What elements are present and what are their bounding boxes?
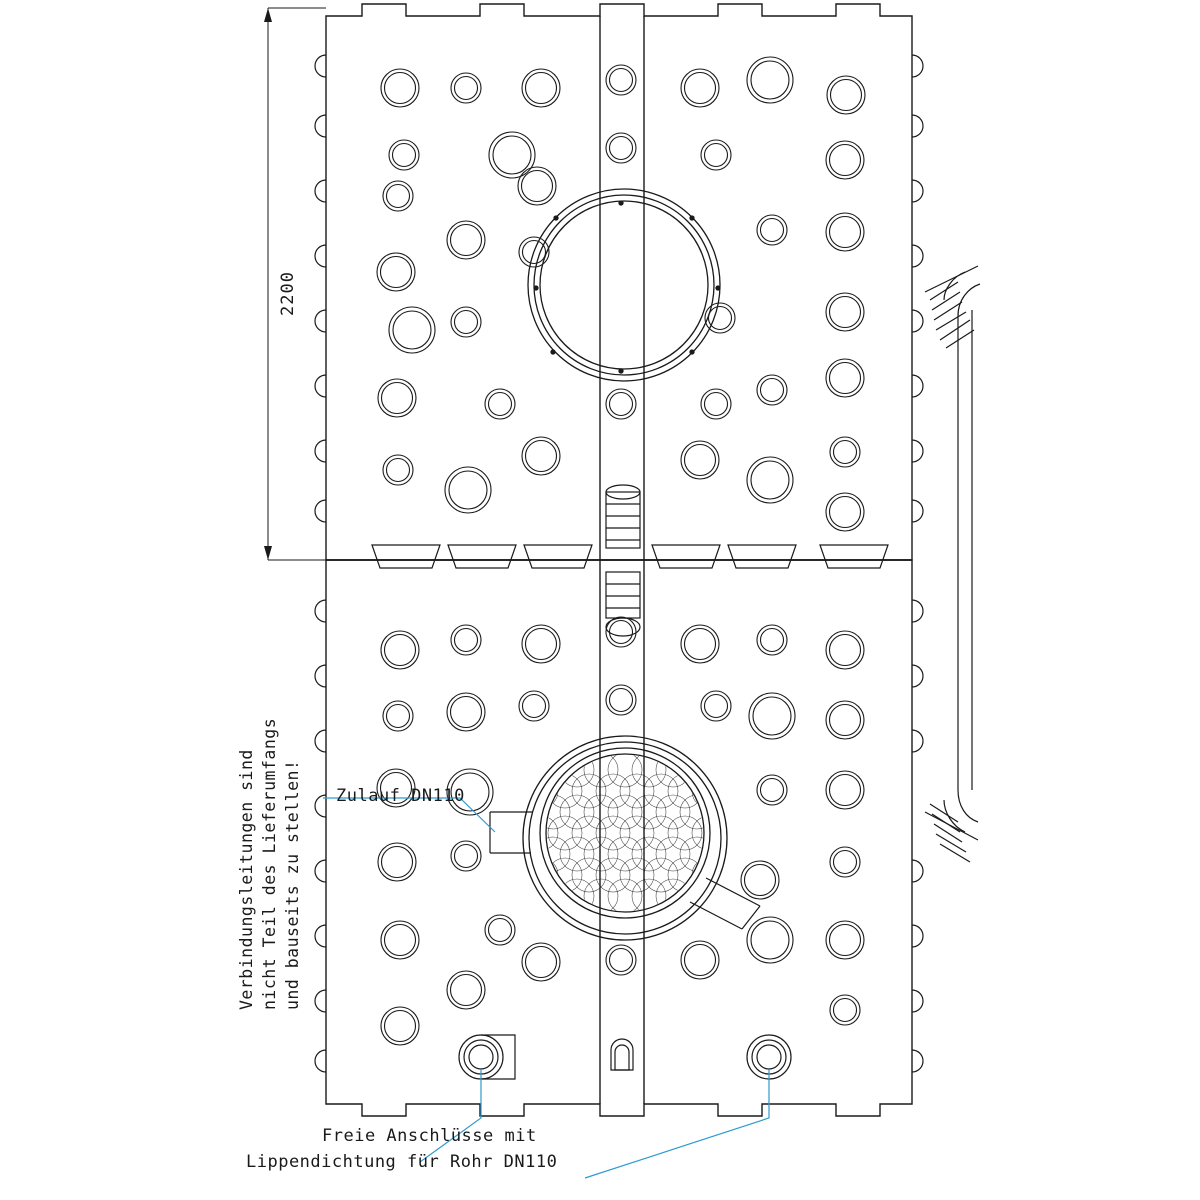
inlet-stub: [490, 812, 533, 853]
upper-access-lid: [528, 189, 720, 381]
callout-free-connections-line1: Freie Anschlüsse mit: [322, 1126, 537, 1146]
outlet-stub: [690, 878, 760, 929]
note-connection-lines-1: Verbindungsleitungen sind: [237, 749, 256, 1010]
side-lugs: [315, 55, 923, 1072]
external-pipe-right: [925, 266, 980, 862]
stud-field-lower-right: [681, 625, 864, 1025]
stud-field-right: [681, 57, 865, 531]
callout-free-connections-line2: Lippendichtung für Rohr DN110: [246, 1152, 558, 1172]
filter-mesh-pattern: [524, 753, 726, 913]
spine-bottom-port: [611, 1039, 633, 1070]
note-connection-lines-2: nicht Teil des Lieferumfangs: [260, 717, 279, 1010]
stud-field-lower-left: [377, 625, 560, 1045]
note-connection-lines-3: und bauseits zu stellen!: [283, 759, 302, 1010]
leader-lines: [323, 798, 769, 1178]
filter-basket: [523, 736, 727, 940]
stud-field-left: [377, 69, 560, 513]
dimension-label-2200: 2200: [278, 271, 298, 316]
callout-inlet-label: Zulauf DN110: [336, 786, 465, 806]
free-connection-left: [459, 1035, 515, 1079]
